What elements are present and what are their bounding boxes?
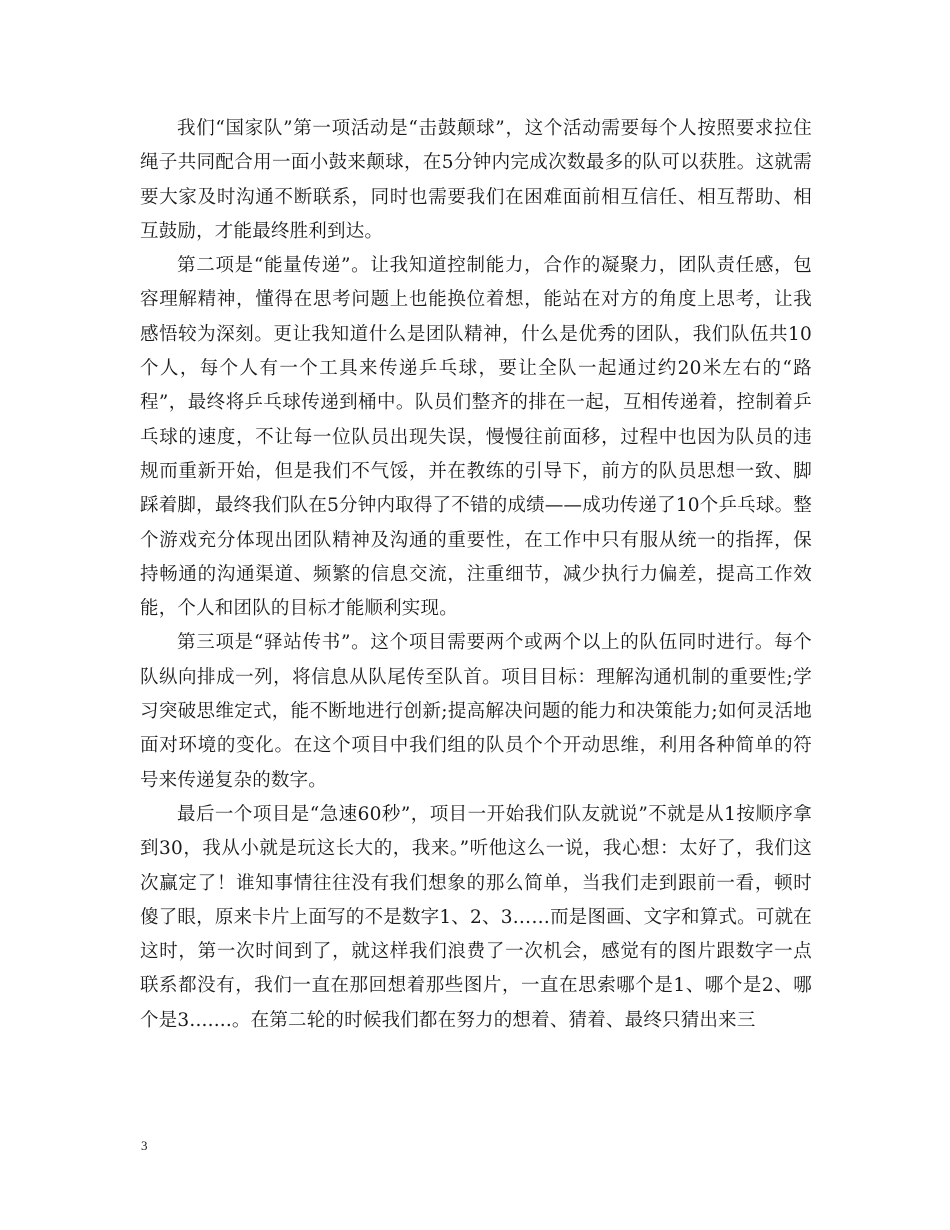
document-page (140, 112, 812, 1038)
paragraph-activity-four: 最后一个项目是“急速60秒”，项目一开始我们队友就说”不就是从1按顺序拿到30，我从小就是玩这长大的，我来。”听他这么一说，我心想：太好了，我们这次赢定了！谁知事情往往没有我们想象的那么简单，当我们走到跟前一看，顿时傻了眼，原来卡片上面写的不是数字1、2、3……而是图画、文字和算式。可就在这时，第一次时间到了，就这样我们浪费了一次机会，感觉有的图片跟数字一点联系都没有，我们一直在那回想着那些图片，一直在思索哪个是1、哪个是2、哪个是3.......。在第二轮的时候我们都在努力的想着、猜着、最终只猜出来三 (140, 803, 812, 1031)
paragraph-activity-three: 第三项是“驿站传书”。这个项目需要两个或两个以上的队伍同时进行。每个队纵向排成一列，将信息从队尾传至队首。项目目标：理解沟通机制的重要性;学习突破思维定式，能不断地进行创新;提高解决问题的能力和决策能力;如何灵活地面对环境的变化。在这个项目中我们组的队员个个开动思维，利用各种简单的符号来传递复杂的数字。 (140, 632, 812, 791)
paragraph-activity-two: 第二项是“能量传递”。让我知道控制能力，合作的凝聚力，团队责任感，包容理解精神，懂得在思考问题上也能换位着想，能站在对方的角度上思考，让我感悟较为深刻。更让我知道什么是团队精神，什么是优秀的团队，我们队伍共10个人，每个人有一个工具来传递乒乓球，要让全队一起通过约20米左右的“路程”，最终将乒乓球传递到桶中。队员们整齐的排在一起，互相传递着，控制着乒乓球的速度，不让每一位队员出现失误，慢慢往前面移，过程中也因为队员的违规而重新开始，但是我们不气馁，并在教练的引导下，前方的队员思想一致、脚踩着脚，最终我们队在5分钟内取得了不错的成绩——成功传递了10个乒乓球。整个游戏充分体现出团队精神及沟通的重要性，在工作中只有服从统一的指挥，保持畅通的沟通渠道、频繁的信息交流，注重细节，减少执行力偏差，提高工作效能，个人和团队的目标才能顺利实现。 (140, 255, 812, 620)
paragraph-activity-one: 我们“国家队”第一项活动是“击鼓颠球”，这个活动需要每个人按照要求拉住绳子共同配合用一面小鼓来颠球，在5分钟内完成次数最多的队可以获胜。这就需要大家及时沟通不断联系，同时也需要我们在困难面前相互信任、相互帮助、相互鼓励，才能最终胜利到达。 (140, 118, 812, 242)
page-number: 3 (141, 1138, 148, 1153)
